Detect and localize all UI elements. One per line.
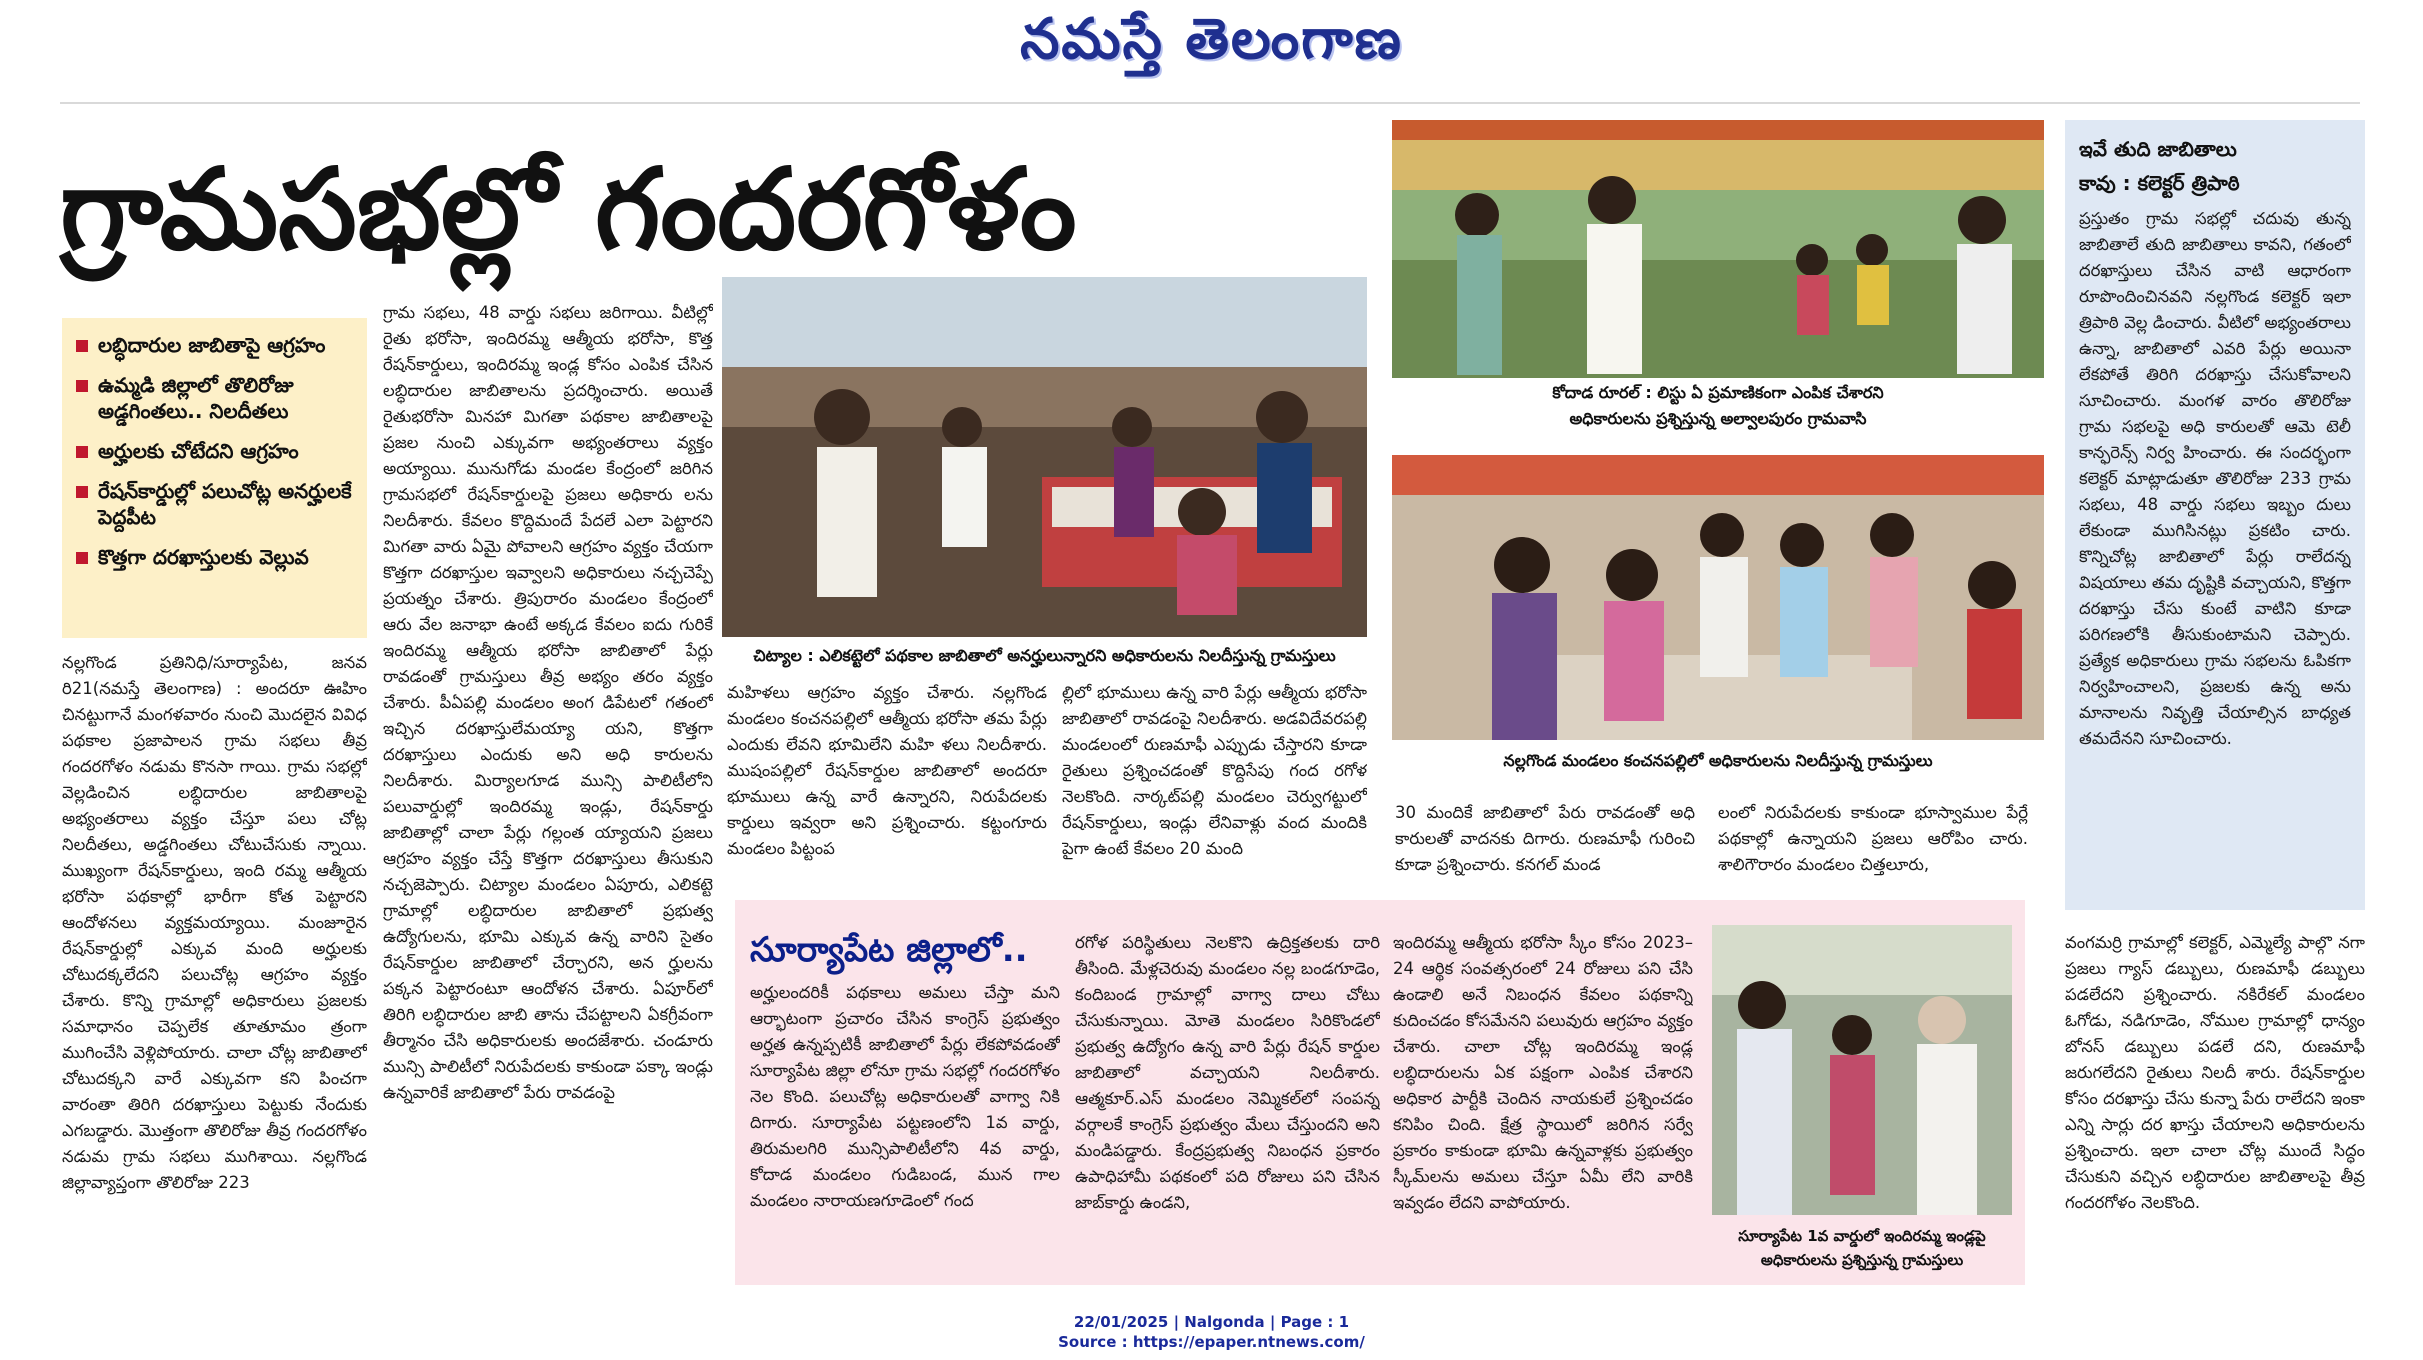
article-column-1: నల్లగొండ ప్రతినిధి/సూర్యాపేట, జనవ రి21(నమస్తే తెలంగాణ) : అందరూ ఊహిం చినట్టుగానే మంగళవారం నుంచి మొదలైన వివిధ పథకాల ప్రజాపాలన గ్రామ సభలు తీవ్ర గందరగోళం నడుమ కొనసా గాయి. గ్రామ సభల్లో వెల్లడించిన లబ్ధిదారుల జాబితాలపై అభ్యంతరాలు వ్యక్తం చేస్తూ పలు చోట్ల నిలదీతలు, అడ్డగింతలు చోటుచేసుకు న్నాయి. ముఖ్యంగా రేషన్‌కార్డులు, ఇంది రమ్మ ఆత్మీయ భరోసా పథకాల్లో భారీగా కోత పెట్టారని ఆందోళనలు వ్యక్తమయ్యాయి. మంజూరైన రేషన్‌కార్డుల్లో ఎక్కువ మంది అర్హులకు చోటుదక్కలేదని పలుచోట్ల ఆగ్రహం వ్యక్తం చేశారు. కొన్ని గ్రామాల్లో అధికారులు ప్రజలకు సమాధానం చెప్పలేక తూతూమం త్రంగా ముగించేసి వెళ్లిపోయారు. చాలా చోట్ల జాబితాలో చోటుదక్కని వారే ఎక్కువగా కని పించగా వారంతా తిరిగి దరఖాస్తులు పెట్టుకు నేందుకు ఎగబడ్డారు. మొత్తంగా తొలిరోజు తీవ్ర గందరగోళం నడుమ గ్రామ సభలు ముగిశాయి. నల్లగొండ జిల్లావ్యాప్తంగా తొలిరోజు 223 [62,653,367,1192]
article-column-2: గ్రామ సభలు, 48 వార్డు సభలు జరిగాయి. వీటిల్లో రైతు భరోసా, ఇందిరమ్మ ఆత్మీయ భరోసా, కొత్త రేషన్‌కార్డులు, ఇందిరమ్మ ఇండ్ల కోసం ఎంపిక చేసిన లబ్ధిదారుల జాబితాలను ప్రదర్శించారు. అయితే రైతుభరోసా మినహా మిగతా పథకాల జాబితాలపై ప్రజల నుంచి ఎక్కువగా అభ్యంతరాలు వ్యక్తం అయ్యాయి. మునుగోడు మండల కేంద్రంలో జరిగిన గ్రామసభలో రేషన్‌కార్డులపై ప్రజలు అధికారు లను నిలదీశారు. కేవలం కొద్దిమందే పేదలే ఎలా పెట్టారని మిగతా వారు ఏమై పోవాలని ఆగ్రహం వ్యక్తం చేయగా కొత్తగా దరఖాస్తుల ఇవ్వాలని అధికారులు నచ్చచెప్పే ప్రయత్నం చేశారు. త్రిపురారం మండలం కేంద్రంలో ఆరు వేల జనాభా ఉంటే అక్కడ కేవలం ఐదు గురికే ఇందిరమ్మ ఆత్మీయ భరోసా జాబితాలో పేర్లు రావడంతో గ్రామస్తులు తీవ్ర అభ్యం తరం వ్యక్తం చేశారు. పీఏపల్లి మండలం అంగ డిపేటలో గతంలో ఇచ్చిన దరఖాస్తులేమయ్యా యని, కొత్తగా దరఖాస్తులు ఎందుకు అని అధి కారులను నిలదీశారు. మిర్యాలగూడ మున్సి పాలిటీలోని పలువార్డుల్లో ఇందిరమ్మ ఇండ్లు, రేషన్‌కార్డు జాబితాల్లో చాలా పేర్లు గల్లంత య్యాయని ప్రజలు ఆగ్రహం వ్యక్తం చేస్తే కొత్తగా దరఖాస్తులు తీసుకుని నచ్చజెప్పారు. చిట్యాల మండలం ఏపూరు, ఎలికట్టె గ్రామాల్లో లబ్ధిదారుల జాబితాలో ప్రభుత్వ ఉద్యోగులను, భూమి ఎక్కువ ఉన్న వారిని సైతం రేషన్‌కార్డుల జాబితాలో చేర్చారని, అన ర్హులను పక్కన పెట్టారంటూ ఆందోళన చేశారు. ఏపూర్‌లో తిరిగి లబ్ధిదారుల జాబి తాను చేపట్టాలని ఏకగ్రీవంగా తీర్మానం చేసి అధికారులకు అందజేశారు. చండూరు మున్సి పాలిటీలో నిరుపేదలకు కాకుండా పక్కా ఇండ్లు ఉన్నవారికే జాబితాలో పేరు రావడంపై [383,303,713,1102]
photo2-caption-line1: కోదాడ రూరల్ : లిస్టు ఏ ప్రమాణికంగా ఎంపిక చేశారని [1552,383,1884,402]
photo-kanchanapalli [1392,455,2044,740]
photo-chityal-gram-sabha [722,277,1367,637]
highlight-item: ఉమ్మడి జిల్లాలో తొలిరోజు అడ్డగింతలు.. నిలదీతలు [76,372,357,424]
highlight-item: కొత్తగా దరఖాస్తులకు వెల్లువ [76,544,357,570]
suryapet-photo-caption-line1: సూర్యాపేట 1వ వార్డులో ఇందిరమ్మ ఇండ్లపై [1738,1227,1986,1245]
suryapet-column-a: అర్హులందరికీ పథకాలు అమలు చేస్తా మని ఆర్భాటంగా ప్రచారం చేసిన కాంగ్రెస్ ప్రభుత్వం అర్హత ఉన్నప్పటికీ జాబితాలో పేర్లు లేకపోవడంతో సూర్యాపేట జిల్లా లోనూ గ్రామ సభల్లో గందరగోళం నెల కొంది. పలుచోట్ల అధికారులతో వాగ్వా నికి దిగారు. సూర్యాపేట పట్టణంలోని 1వ వార్డు, తిరుమలగిరి మున్సిపాలిటీలోని 4వ వార్డు, కోదాడ మండలం గుడిబండ, మున గాల మండలం నారాయణగూడెంలో గంద [750,983,1060,1210]
suryapet-column-b: రగోళ పరిస్థితులు నెలకొని ఉద్రిక్తతలకు దారి తీసింది. మేళ్లచెరువు మండలం నల్ల బండగూడెం, కందిబండ గ్రామాల్లో వాగ్వా దాలు చోటు చేసుకున్నాయి. మోతె మండలం సిరికొండలో ప్రభుత్వ ఉద్యోగం ఉన్న వారి పేర్లు రేషన్ కార్డుల జాబితాలో వచ్చాయని నిలదీశారు. ఆత్మకూర్.ఎస్ మండలం నెమ్మికల్‌లో సంపన్న వర్గాలకే కాంగ్రెస్ ప్రభుత్వం మేలు చేస్తుందని అని మండిపడ్డారు. కేంద్రప్రభుత్వ నిబంధన ప్రకారం ఉపాధిహామీ పథకంలో పది రోజులు పని చేసిన జాబ్‌కార్డు ఉండని, [1075,933,1380,1212]
photo-suryapet-ward [1712,925,2012,1215]
article-column-5: 30 మందికే జాబితాలో పేరు రావడంతో అధి కారులతో వాదనకు దిగారు. రుణమాఫీ గురించి కూడా ప్రశ్నించారు. కనగల్ మండ [1395,803,1695,874]
highlights-box [62,318,367,638]
bullet-square-icon [76,380,88,392]
article-column-right-bottom: వంగమర్రి గ్రామాల్లో కలెక్టర్, ఎమ్మెల్యే పాల్గొ నగా ప్రజలు గ్యాస్ డబ్బులు, రుణమాఫీ డబ్బులు పడలేదని ప్రశ్నించారు. నకిరేకల్ మండలం ఓగోడు, నడిగూడెం, నోముల గ్రామాల్లో ధాన్యం బోనస్ డబ్బులు పడలే దని, రుణమాఫీ జరుగలేదని రైతులు నిలదీ శారు. రేషన్‌కార్డుల కోసం దరఖాస్తు చేసు కున్నా పేరు రాలేదని ఇంకా ఎన్ని సార్లు దర ఖాస్తు చేయాలని అధికారులను ప్రశ్నించారు. ఇలా చాలా చోట్ల ముందే సిద్ధం చేసుకుని వచ్చిన లబ్ధిదారుల జాబితాలపై తీవ్ర గందరగోళం నెలకొంది. [2065,933,2365,1212]
highlight-item: రేషన్‌కార్డుల్లో పలుచోట్ల అనర్హులకే పెద్దపీట [76,478,357,530]
suryapet-photo-caption-line2: అధికారులను ప్రశ్నిస్తున్న గ్రామస్తులు [1760,1251,1964,1269]
bullet-square-icon [76,340,88,352]
photo-kodad-rural [1392,120,2044,378]
article-column-6: లంలో నిరుపేదలకు కాకుండా భూస్వాముల పేర్లే పథకాల్లో ఉన్నాయని ప్రజలు ఆరోపిం చారు. శాలిగౌరారం మండలం చిత్తలూరు, [1718,803,2028,874]
sidebar-heading-2: కావు : కలెక్టర్ త్రిపాఠి [2079,171,2240,195]
sidebar-heading-1: ఇవే తుది జాబితాలు [2079,137,2237,161]
headline: గ్రామసభల్లో గందరగోళం [60,145,1077,275]
photo3-caption: నల్లగొండ మండలం కంచనపల్లిలో అధికారులను నిలదీస్తున్న గ్రామస్తులు [1503,751,1933,770]
bullet-square-icon [76,486,88,498]
bullet-square-icon [76,552,88,564]
article-column-3: మహిళలు ఆగ్రహం వ్యక్తం చేశారు. నల్లగొండ మండలం కంచనపల్లిలో ఆత్మీయ భరోసా తమ పేర్లు ఎందుకు లేవని భూమిలేని మహి ళలు నిలదీశారు. ముషంపల్లిలో రేషన్‌కార్డుల జాబితాలో అందరూ భూములు ఉన్న వారే ఉన్నారని, నిరుపేదలకు కార్డులు ఇవ్వరా అని ప్రశ్నించారు. కట్టంగూరు మండలం పిట్టంప [727,683,1047,858]
masthead-rule [60,102,2360,104]
bullet-square-icon [76,446,88,458]
masthead: నమస్తే తెలంగాణ [1020,6,1403,72]
article-column-4: ల్లిలో భూములు ఉన్న వారి పేర్లు ఆత్మీయ భరోసా జాబితాలో రావడంపై నిలదీశారు. అడవిదేవరపల్లి మండలంలో రుణమాఫీ ఎప్పుడు చేస్తారని కూడా రైతులు ప్రశ్నించడంతో కొద్దిసేపు గంద రగోళ నెలకొంది. నార్కట్‌పల్లి మండలం చెర్వుగట్టులో రేషన్‌కార్డులు, ఇండ్లు లేనివాళ్లు వంద మందికి పైగా ఉంటే కేవలం 20 మంది [1062,683,1367,858]
suryapet-column-c: ఇందిరమ్మ ఆత్మీయ భరోసా స్కీం కోసం 2023–24 ఆర్థిక సంవత్సరంలో 24 రోజులు పని చేసి ఉండాలి అనే నిబంధన కేవలం పథకాన్ని కుదించడం కోసమేనని పలువురు ఆగ్రహం వ్యక్తం చేశారు. చాలా చోట్ల ఇందిరమ్మ ఇండ్ల లబ్ధిదారులను ఏక పక్షంగా ఎంపిక చేశారని అధికార పార్టీకి చెందిన నాయకులే ప్రశ్నించడం కనిపిం చింది. క్షేత్ర స్థాయిలో జరిగిన సర్వే ప్రకారం కాకుండా భూమి ఉన్నవాళ్లకు ప్రభుత్వం స్కీమ్‌లను అమలు చేస్తూ ఏమీ లేని వారికి ఇవ్వడం లేదని వాపోయారు. [1393,933,1693,1212]
footer-date-line: 22/01/2025 | Nalgonda | Page : 1 [1073,1313,1350,1331]
highlight-item: అర్హులకు చోటేదని ఆగ్రహం [76,438,357,464]
page-footer [0,1312,2423,1352]
sidebar-text: ప్రస్తుతం గ్రామ సభల్లో చదువు తున్న జాబితాలే తుది జాబితాలు కావని, గతంలో దరఖాస్తులు చేసిన వాటి ఆధారంగా రూపొందించినవని నల్లగొండ కలెక్టర్ ఇలా త్రిపాఠి వెల్ల డించారు. వీటిలో అభ్యంతరాలు ఉన్నా, జాబితాలో ఎవరి పేర్లు అయినా లేకపోతే తిరిగి దరఖాస్తు చేసుకోవాలని సూచించారు. మంగళ వారం తొలిరోజు గ్రామ సభలపై అధి కారులతో ఆమె టెలీ కాన్ఫరెన్స్ నిర్వ హించారు. ఈ సందర్భంగా కలెక్టర్ మాట్లాడుతూ తొలిరోజు 233 గ్రామ సభలు, 48 వార్డు సభలు ఇబ్బం దులు లేకుండా ముగిసినట్లు ప్రకటిం చారు. కొన్నిచోట్ల జాబితాలో పేర్లు రాలేదన్న విషయాలు తమ దృష్టికి వచ్చాయని, కొత్తగా దరఖాస్తు చేసు కుంటే వాటిని కూడా పరిగణలోకి తీసుకుంటామని చెప్పారు. ప్రత్యేక అధికారులు గ్రామ సభలను ఓపికగా నిర్వహించాలని, ప్రజలకు ఉన్న అను మానాలను నివృత్తి చేయాల్సిన బాధ్యత తమదేనని సూచించారు. [2079,209,2351,748]
footer-source-line: Source : https://epaper.ntnews.com/ [1058,1333,1365,1351]
highlight-item: లబ్ధిదారుల జాబితాపై ఆగ్రహం [76,332,357,358]
suryapet-heading: సూర్యాపేట జిల్లాలో.. [750,930,1028,970]
photo1-caption: చిట్యాల : ఎలికట్టెలో పథకాల జాబితాలో అనర్హులున్నారని అధికారులను నిలదీస్తున్న గ్రామస్తులు [753,646,1336,665]
collector-sidebar [2065,120,2365,910]
photo2-caption-line2: అధికారులను ప్రశ్నిస్తున్న అల్వాలపురం గ్రామవాసి [1569,409,1867,428]
